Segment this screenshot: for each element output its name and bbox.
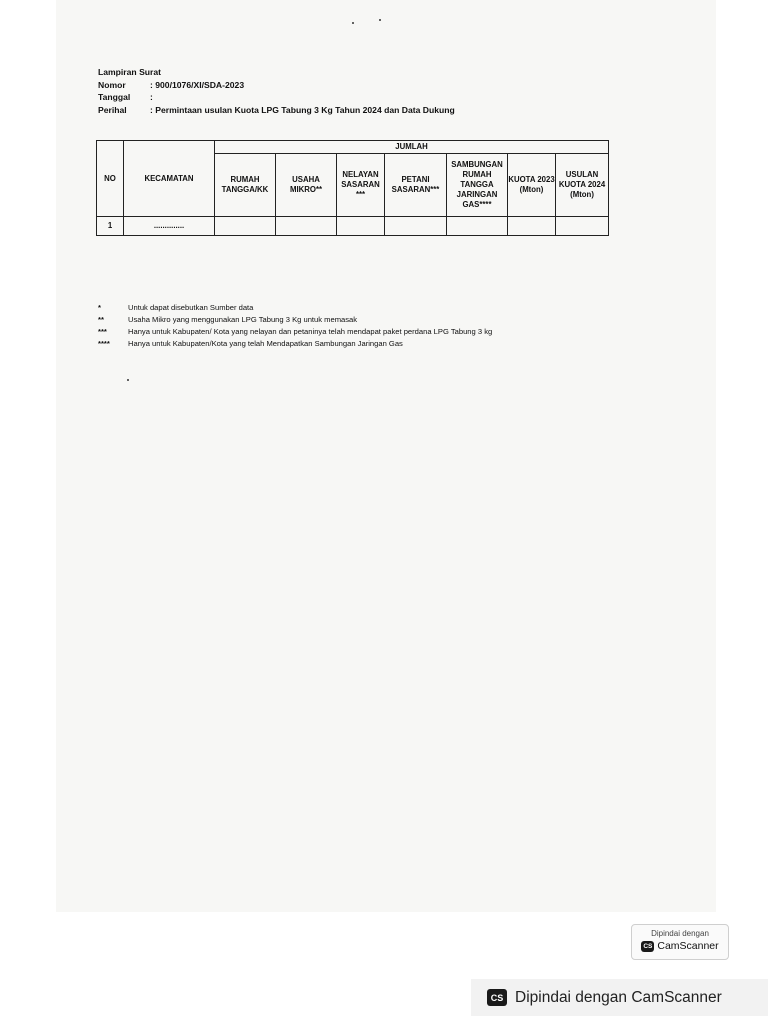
letter-header xyxy=(98,66,455,116)
footnote-item xyxy=(98,314,492,326)
cell-usulan xyxy=(556,217,609,236)
footnote-item xyxy=(98,338,492,350)
camscanner-watermark xyxy=(631,924,729,960)
footnote-symbol: ** xyxy=(98,315,104,324)
col-rumah-tangga-header: RUMAH TANGGA/KK xyxy=(215,154,276,217)
cell-rumah-tangga xyxy=(215,217,276,236)
scanned-page xyxy=(56,0,716,912)
cell-petani xyxy=(385,217,447,236)
scan-speck xyxy=(379,19,381,21)
footnote-text: Untuk dapat disebutkan Sumber data xyxy=(128,303,254,312)
banner-text: Dipindai dengan CamScanner xyxy=(515,988,722,1006)
lampiran-title: Lampiran Surat xyxy=(98,67,162,77)
footnote-text: Usaha Mikro yang menggunakan LPG Tabung 3 Kg untuk memasak xyxy=(128,315,358,324)
col-kuota-header: KUOTA 2023 (Mton) xyxy=(508,154,556,217)
col-sambungan-header: SAMBUNGAN RUMAH TANGGA JARINGAN GAS**** xyxy=(447,154,508,217)
col-kecamatan-header: KECAMATAN xyxy=(124,141,215,217)
cell-kecamatan: .............. xyxy=(124,217,215,236)
perihal-label: Perihal xyxy=(98,104,127,115)
col-no-header: NO xyxy=(97,141,124,217)
watermark-brand: CamScanner xyxy=(657,940,719,952)
nomor-label: Nomor xyxy=(98,79,126,90)
cell-nelayan xyxy=(337,217,385,236)
col-usaha-mikro-header: USAHA MIKRO** xyxy=(276,154,337,217)
cell-no: 1 xyxy=(97,217,124,236)
tanggal-value: : xyxy=(150,92,153,102)
scan-speck xyxy=(352,22,354,24)
footnote-text: Hanya untuk Kabupaten/Kota yang telah Mendapatkan Sambungan Jaringan Gas xyxy=(128,339,403,348)
nomor-value: : 900/1076/XI/SDA-2023 xyxy=(150,79,245,90)
footnote-symbol: *** xyxy=(98,327,107,336)
camscanner-logo-icon: CS xyxy=(487,989,507,1006)
footnote-item xyxy=(98,326,492,338)
col-nelayan-header: NELAYAN SASARAN *** xyxy=(337,154,385,217)
cell-sambungan xyxy=(447,217,508,236)
tanggal-label: Tanggal xyxy=(98,92,131,102)
watermark-caption: Dipindai dengan xyxy=(651,929,709,938)
footnote-text: Hanya untuk Kabupaten/ Kota yang nelayan dan petaninya telah mendapat paket perdana LPG Tabung 3 kg xyxy=(128,327,493,336)
col-petani-header: PETANI SASARAN*** xyxy=(385,154,447,217)
col-jumlah-header: JUMLAH xyxy=(215,141,609,154)
perihal-value: : Permintaan usulan Kuota LPG Tabung 3 Kg Tahun 2024 dan Data Dukung xyxy=(150,104,455,115)
kuota-table xyxy=(96,140,609,236)
cell-usaha-mikro xyxy=(276,217,337,236)
camscanner-banner xyxy=(471,979,768,1016)
scan-speck xyxy=(127,379,129,381)
table-row xyxy=(97,217,609,236)
footnote-symbol: * xyxy=(98,303,101,312)
footnotes xyxy=(98,302,492,350)
col-usulan-header: USULAN KUOTA 2024 (Mton) xyxy=(556,154,609,217)
footnote-symbol: **** xyxy=(98,339,110,348)
cell-kuota xyxy=(508,217,556,236)
footnote-item xyxy=(98,302,492,314)
camscanner-logo-icon: CS xyxy=(643,942,653,950)
